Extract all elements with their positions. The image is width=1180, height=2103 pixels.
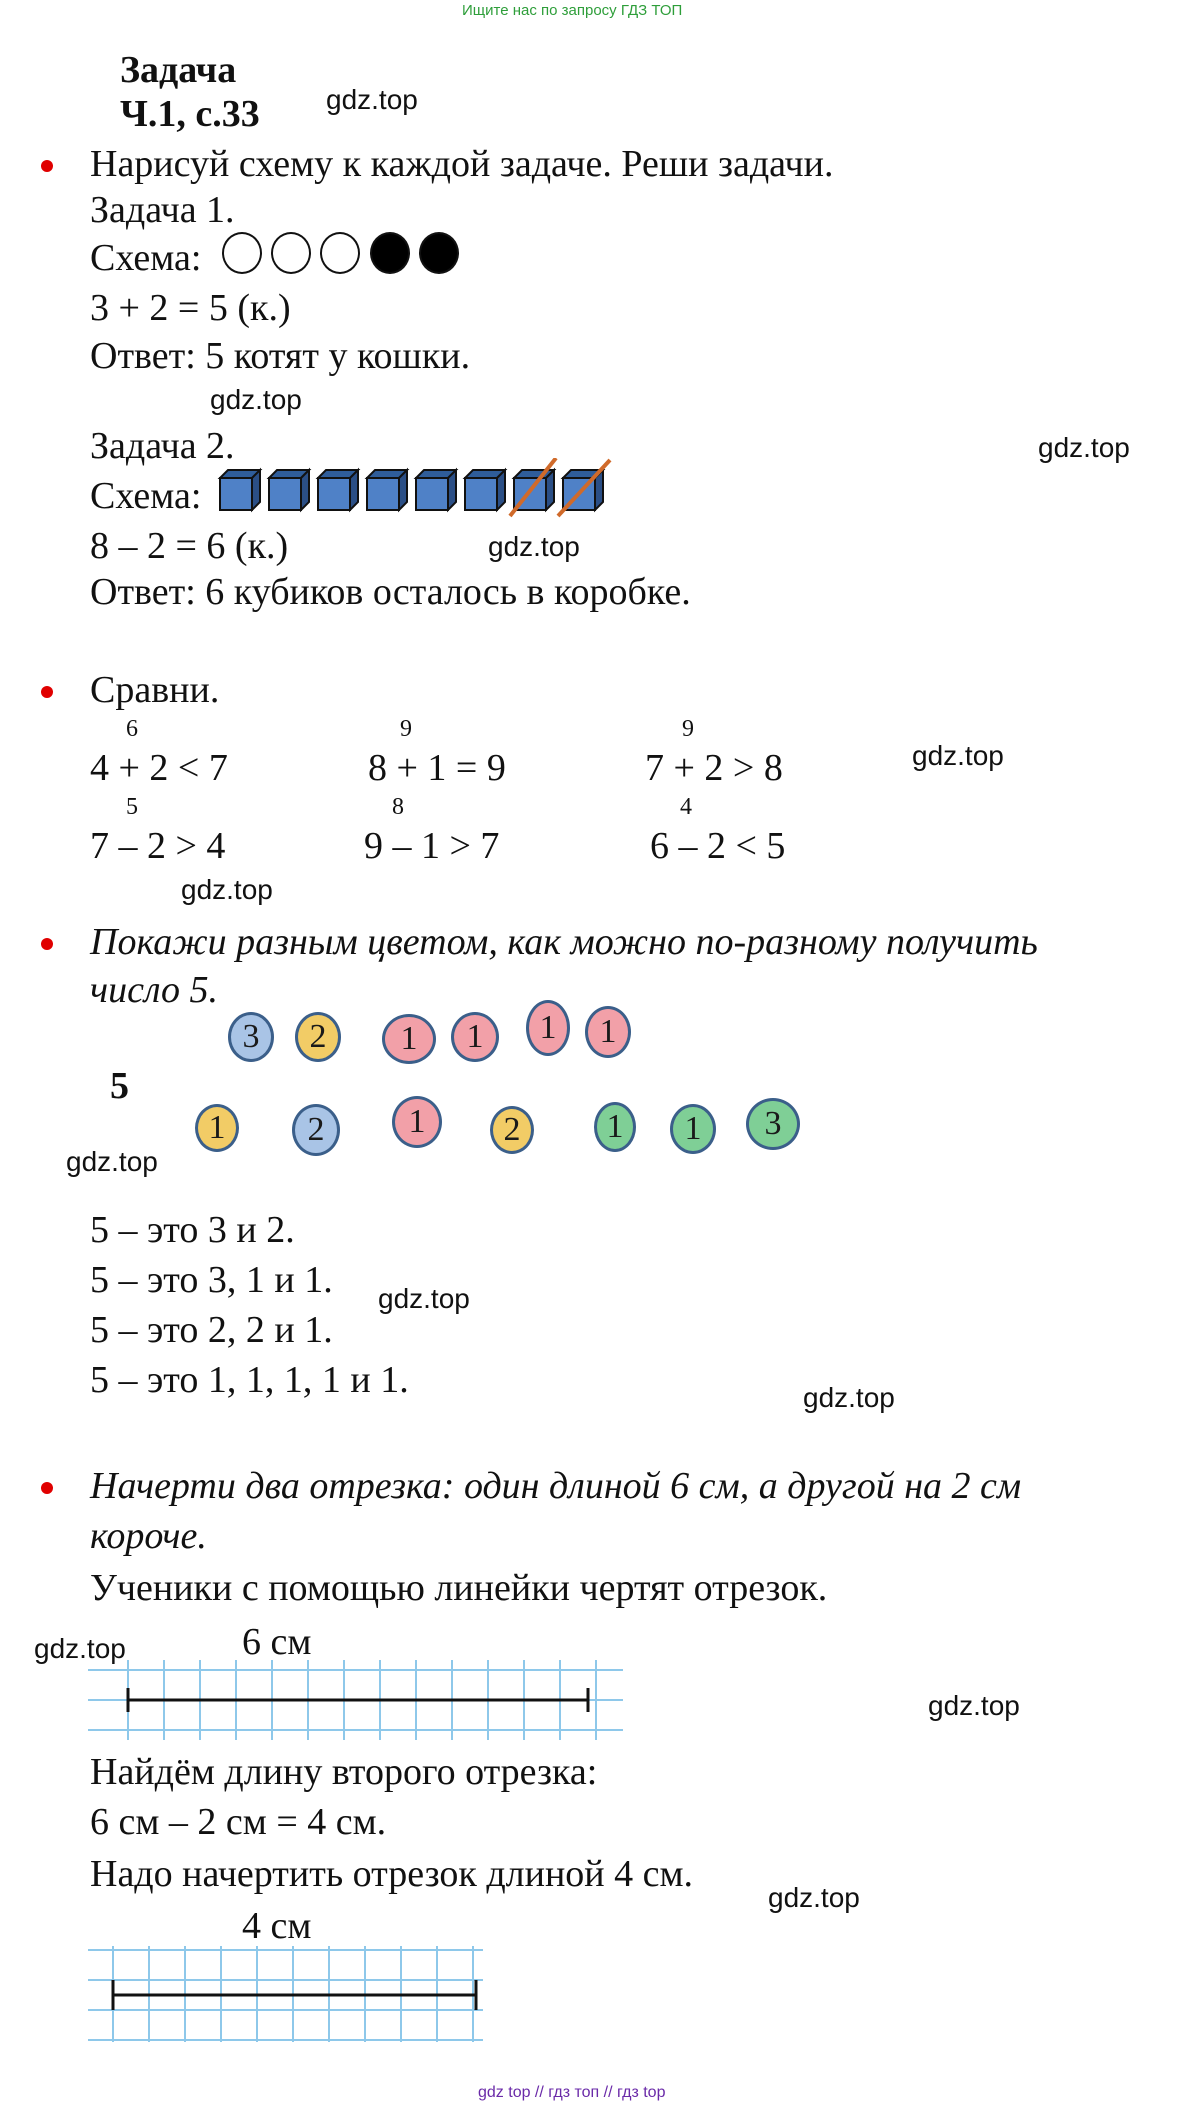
watermark: gdz.top	[768, 1882, 860, 1913]
number-ball: 1	[526, 1000, 570, 1056]
task2-instruction: Сравни.	[90, 669, 220, 711]
compare-expression: 7 – 2 > 4	[90, 825, 226, 867]
compare-hint: 6	[126, 716, 138, 742]
cube	[318, 470, 358, 510]
problem1-equation: 3 + 2 = 5 (к.)	[90, 287, 291, 329]
compare-expression: 7 + 2 > 8	[645, 747, 783, 789]
filled-circle	[370, 232, 410, 274]
empty-circle	[222, 232, 262, 274]
number-ball: 1	[594, 1102, 636, 1152]
cube	[416, 470, 456, 510]
find-text: Найдём длину второго отрезка:	[90, 1751, 598, 1793]
calculation: 6 см – 2 см = 4 см.	[90, 1801, 387, 1843]
problem2-equation: 8 – 2 = 6 (к.)	[90, 525, 289, 567]
problem1-label: Задача 1.	[90, 189, 235, 231]
watermark: gdz.top	[34, 1633, 126, 1664]
watermark: gdz.top	[488, 531, 580, 562]
problem1-scheme-label: Схема:	[90, 237, 202, 279]
problem2-answer: Ответ: 6 кубиков осталось в коробке.	[90, 571, 691, 613]
problem2-label: Задача 2.	[90, 425, 235, 467]
number-ball: 1	[451, 1012, 499, 1062]
problem1-answer: Ответ: 5 котят у кошки.	[90, 335, 471, 377]
watermark: gdz.top	[1038, 432, 1130, 463]
task3-instruction: число 5.	[90, 969, 219, 1011]
segment2-grid	[88, 1946, 488, 2042]
number-ball: 1	[670, 1104, 716, 1154]
compare-hint: 9	[682, 716, 694, 742]
task1-instruction: Нарисуй схему к каждой задаче. Реши задачи.	[90, 143, 834, 185]
compare-hint: 9	[400, 716, 412, 742]
watermark: gdz.top	[803, 1382, 895, 1413]
number-ball: 1	[195, 1104, 239, 1152]
number-ball: 3	[746, 1098, 800, 1150]
compare-expression: 9 – 1 > 7	[364, 825, 500, 867]
number-ball: 2	[490, 1106, 534, 1154]
statement: 5 – это 2, 2 и 1.	[90, 1309, 333, 1351]
task3-instruction: Покажи разным цветом, как можно по-разному получить	[90, 921, 1038, 963]
segment1-grid	[88, 1660, 628, 1740]
cube	[269, 470, 309, 510]
cube	[367, 470, 407, 510]
compare-expression: 8 + 1 = 9	[368, 747, 506, 789]
task4-instruction: Начерти два отрезка: один длиной 6 см, а другой на 2 см	[90, 1465, 1022, 1507]
target-number: 5	[110, 1065, 129, 1107]
watermark: gdz.top	[912, 740, 1004, 771]
cube	[465, 470, 505, 510]
number-ball: 3	[228, 1012, 274, 1062]
empty-circle	[271, 232, 311, 274]
segment1-label: 6 см	[242, 1621, 312, 1663]
number-ball: 2	[292, 1104, 340, 1156]
conclusion: Надо начертить отрезок длиной 4 см.	[90, 1853, 694, 1895]
segment2-label: 4 см	[242, 1905, 312, 1947]
watermark: gdz.top	[181, 874, 273, 905]
statement: 5 – это 3 и 2.	[90, 1209, 295, 1251]
cube	[220, 470, 260, 510]
number-ball: 1	[392, 1096, 442, 1148]
task4-instruction: короче.	[90, 1515, 207, 1557]
bullet	[41, 686, 53, 698]
watermark: gdz.top	[210, 384, 302, 415]
watermark: gdz.top	[378, 1283, 470, 1314]
bullet	[41, 938, 53, 950]
filled-circle	[419, 232, 459, 274]
page-reference: Ч.1, с.33	[120, 93, 260, 135]
number-ball: 1	[585, 1006, 631, 1058]
problem2-scheme-label: Схема:	[90, 475, 202, 517]
watermark: gdz.top	[928, 1690, 1020, 1721]
task4-note: Ученики с помощью линейки чертят отрезок.	[90, 1567, 828, 1609]
compare-hint: 4	[680, 794, 692, 820]
compare-hint: 8	[392, 794, 404, 820]
bullet	[41, 1482, 53, 1494]
bottom-banner[interactable]: gdz top // гдз топ // гдз top	[478, 2084, 666, 2101]
compare-expression: 4 + 2 < 7	[90, 747, 228, 789]
cube-scheme	[212, 458, 632, 528]
compare-hint: 5	[126, 794, 138, 820]
watermark: gdz.top	[326, 84, 418, 115]
watermark: gdz.top	[66, 1146, 158, 1177]
compare-expression: 6 – 2 < 5	[650, 825, 786, 867]
bullet	[41, 160, 53, 172]
top-banner[interactable]: Ищите нас по запросу ГДЗ ТОП	[462, 2, 683, 19]
page-title: Задача	[120, 49, 237, 91]
statement: 5 – это 3, 1 и 1.	[90, 1259, 333, 1301]
number-ball: 2	[295, 1012, 341, 1062]
empty-circle	[320, 232, 360, 274]
statement: 5 – это 1, 1, 1, 1 и 1.	[90, 1359, 409, 1401]
number-ball: 1	[382, 1014, 436, 1064]
